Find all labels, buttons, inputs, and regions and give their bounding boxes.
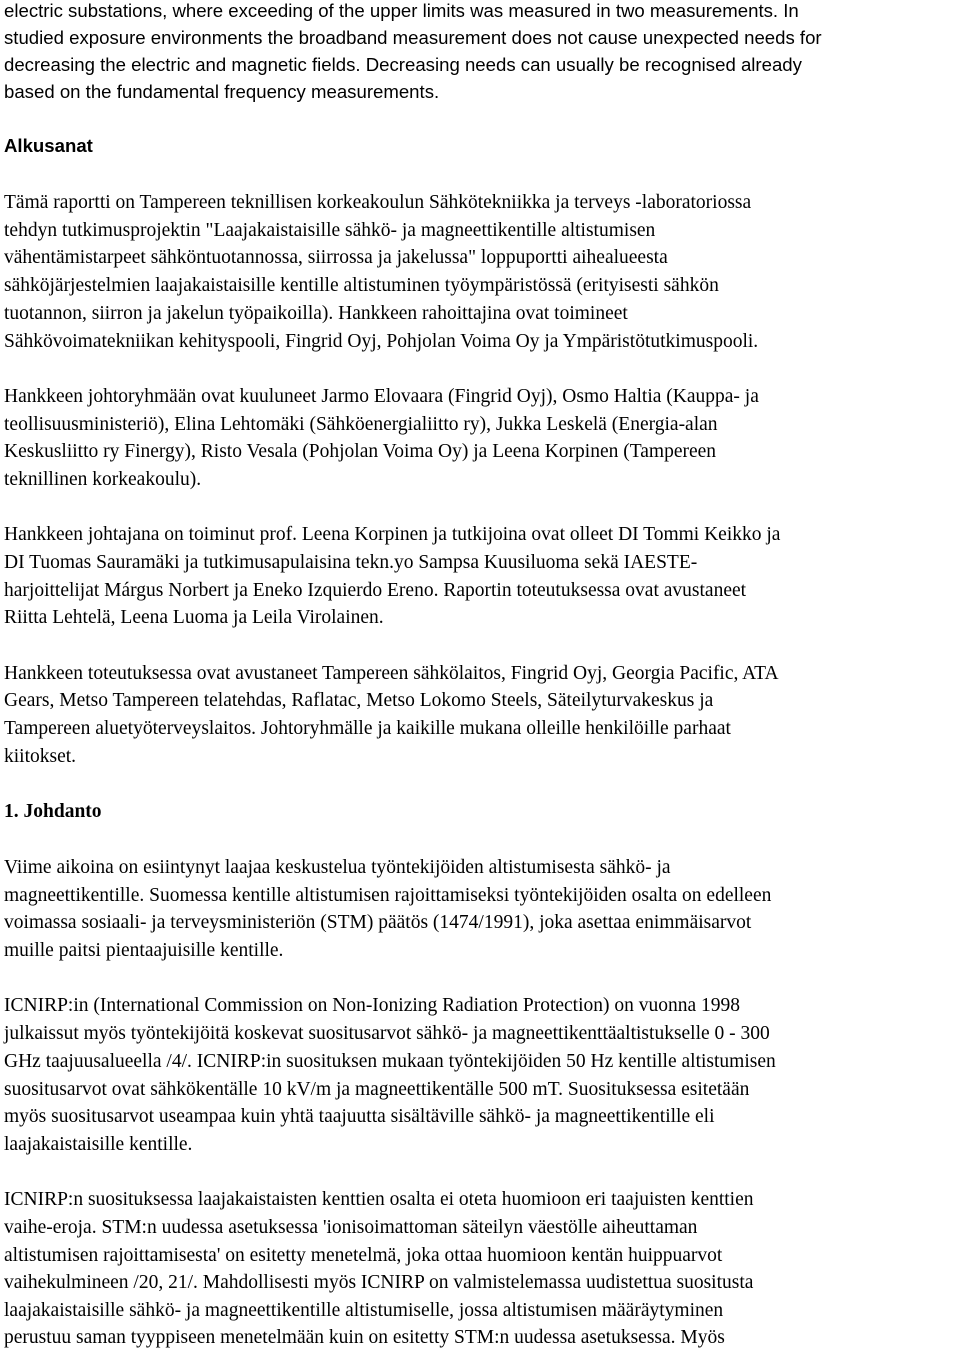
paragraph-line: tuotannon, siirron ja jakelun työpaikoilla). Hankkeen rahoittajina ovat toimineet bbox=[4, 303, 628, 324]
paragraph-line: harjoittelijat Márgus Norbert ja Eneko Izquierdo Ereno. Raportin toteutuksessa ovat avustaneet bbox=[4, 580, 747, 601]
section-heading-johdanto: 1. Johdanto bbox=[4, 801, 102, 822]
paragraph-line: teollisuusministeriö), Elina Lehtomäki (Sähköenergialiitto ry), Jukka Leskelä (Energia-alan bbox=[4, 414, 718, 435]
paragraph-line: ICNIRP:n suosituksessa laajakaistaisten kenttien osalta ei oteta huomioon eri taajuisten kenttien bbox=[4, 1189, 754, 1210]
paragraph-line: voimassa sosiaali- ja terveysministeriön (STM) päätös (1474/1991), joka asettaa enimmäisarvot bbox=[4, 912, 752, 933]
paragraph-line: laajakaistaisille kentille. bbox=[4, 1134, 193, 1155]
paragraph-line: DI Tuomas Sauramäki ja tutkimusapulaisina tekn.yo Sampsa Kuusiluoma sekä IAESTE- bbox=[4, 552, 698, 573]
paragraph-line: laajakaistaisille sähkö- ja magneettikentille altistumiselle, jossa altistumisen määräytyminen bbox=[4, 1300, 724, 1321]
paragraph-line: teknillinen korkeakoulu). bbox=[4, 469, 202, 490]
abstract-line: decreasing the electric and magnetic fields. Decreasing needs can usually be recognised already bbox=[4, 54, 802, 75]
paragraph-line: Tampereen aluetyöterveyslaitos. Johtoryhmälle ja kaikille mukana olleille henkilöille parhaat bbox=[4, 718, 731, 739]
abstract-line: electric substations, where exceeding of the upper limits was measured in two measurements. In bbox=[4, 0, 799, 21]
paragraph-line: perustuu saman tyyppiseen menetelmään kuin on esitetty STM:n uudessa asetuksessa. Myös bbox=[4, 1327, 725, 1348]
paragraph-line: Gears, Metso Tampereen telatehdas, Raflatac, Metso Lokomo Steels, Säteilyturvakeskus ja bbox=[4, 690, 714, 711]
paragraph-line: vaihe-eroja. STM:n uudessa asetuksessa 'ionisoimattoman säteilyn väestölle aiheuttaman bbox=[4, 1217, 698, 1238]
paragraph-line: sähköjärjestelmien laajakaistaisille kentille altistuminen työympäristössä (erityisesti sähkön bbox=[4, 275, 719, 296]
abstract-line: based on the fundamental frequency measurements. bbox=[4, 81, 440, 102]
paragraph-line: muille paitsi pientaajuisille kentille. bbox=[4, 940, 284, 961]
paragraph-line: julkaissut myös työntekijöitä koskevat suositusarvot sähkö- ja magneettikenttäaltistukselle 0 - 300 bbox=[4, 1023, 770, 1044]
paragraph-line: Hankkeen johtoryhmään ovat kuuluneet Jarmo Elovaara (Fingrid Oyj), Osmo Haltia (Kauppa- ja bbox=[4, 386, 759, 407]
paragraph-line: Hankkeen johtajana on toiminut prof. Leena Korpinen ja tutkijoina ovat olleet DI Tommi Keikko ja bbox=[4, 524, 781, 545]
paragraph-line: Tämä raportti on Tampereen teknillisen korkeakoulun Sähkötekniikka ja terveys -laboratoriossa bbox=[4, 192, 752, 213]
paragraph-line: magneettikentille. Suomessa kentille altistumisen rajoittamiseksi työntekijöiden osalta on edelleen bbox=[4, 885, 772, 906]
paragraph-line: vähentämistarpeet sähköntuotannossa, siirrossa ja jakelussa" loppuportti aihealueesta bbox=[4, 247, 668, 268]
paragraph-line: Sähkövoimatekniikan kehityspooli, Fingrid Oyj, Pohjolan Voima Oy ja Ympäristötutkimuspooli. bbox=[4, 331, 759, 352]
paragraph-line: kiitokset. bbox=[4, 746, 77, 767]
paragraph-line: suositusarvot ovat sähkökentälle 10 kV/m ja magneettikentälle 500 mT. Suosituksessa esitetään bbox=[4, 1079, 750, 1100]
paragraph-line: GHz taajuusalueella /4/. ICNIRP:in suosituksen mukaan työntekijöiden 50 Hz kentille altistumisen bbox=[4, 1051, 776, 1072]
paragraph-line: Keskusliitto ry Finergy), Risto Vesala (Pohjolan Voima Oy) ja Leena Korpinen (Tampereen bbox=[4, 441, 717, 462]
paragraph-line: tehdyn tutkimusprojektin "Laajakaistaisille sähkö- ja magneettikentille altistumisen bbox=[4, 220, 656, 241]
paragraph-line: altistumisen rajoittamisesta' on esitetty menetelmä, joka ottaa huomioon kentän huippuarvot bbox=[4, 1245, 723, 1266]
paragraph-line: Riitta Lehtelä, Leena Luoma ja Leila Virolainen. bbox=[4, 607, 384, 628]
paragraph-line: Viime aikoina on esiintynyt laajaa keskustelua työntekijöiden altistumisesta sähkö- ja bbox=[4, 857, 671, 878]
section-heading-alkusanat: Alkusanat bbox=[4, 135, 93, 156]
abstract-line: studied exposure environments the broadband measurement does not cause unexpected needs for bbox=[4, 27, 822, 48]
paragraph-line: myös suositusarvot useampaa kuin yhtä taajuutta sisältäville sähkö- ja magneettikentille eli bbox=[4, 1106, 715, 1127]
paragraph-line: vaihekulmineen /20, 21/. Mahdollisesti myös ICNIRP on valmistelemassa uudistettua suositusta bbox=[4, 1272, 754, 1293]
paragraph-line: ICNIRP:in (International Commission on Non-Ionizing Radiation Protection) on vuonna 1998 bbox=[4, 995, 741, 1016]
paragraph-line: Hankkeen toteutuksessa ovat avustaneet Tampereen sähkölaitos, Fingrid Oyj, Georgia Pacific, ATA bbox=[4, 663, 779, 684]
